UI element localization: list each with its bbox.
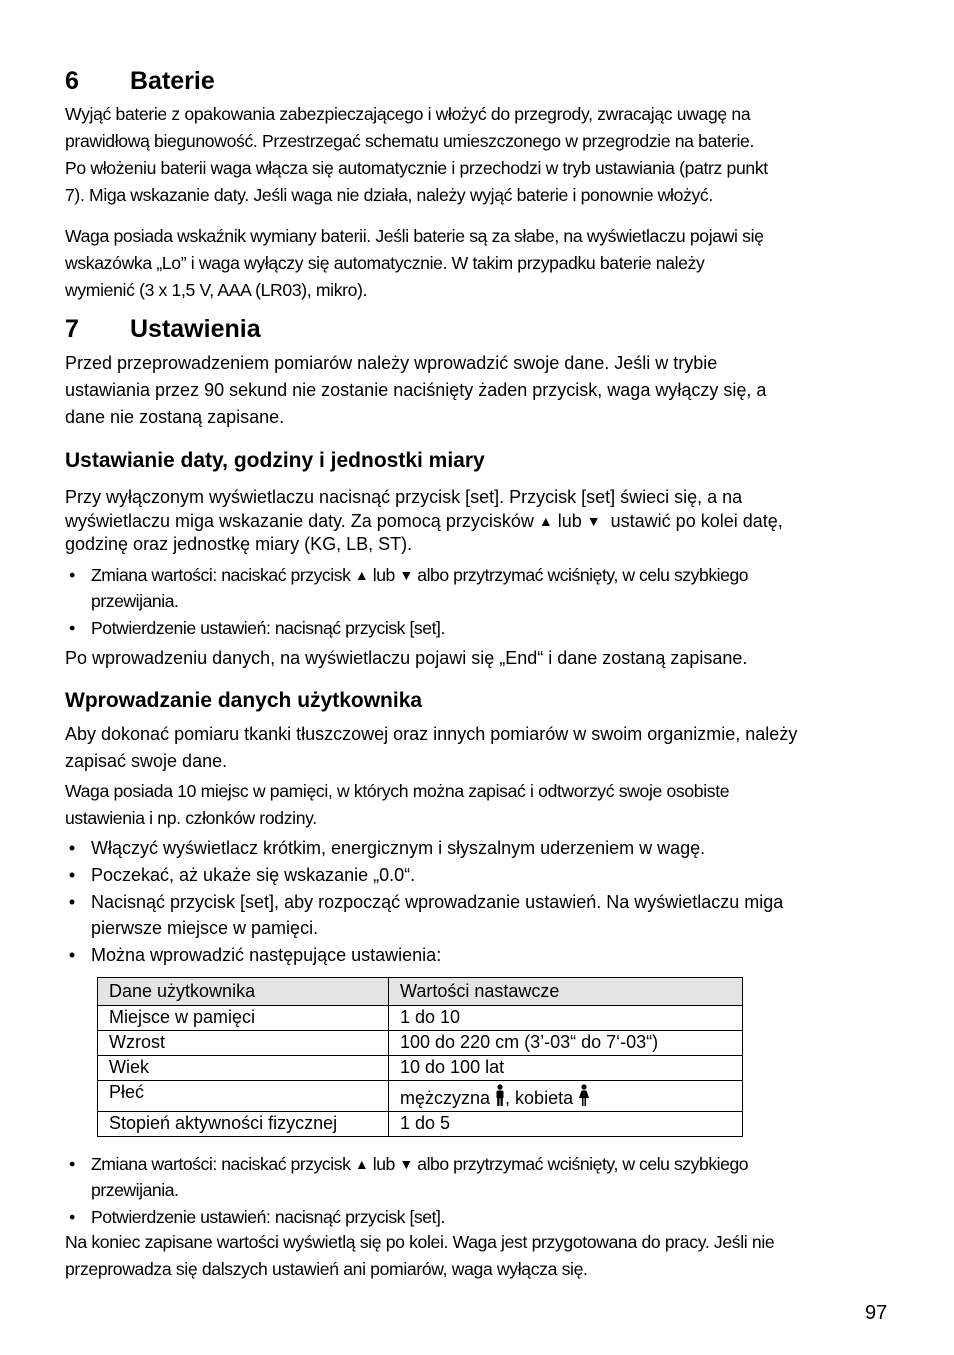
- text-line: wskazówka „Lo” i waga wyłączy się automatycznie. W takim przypadku baterie należy: [65, 253, 705, 273]
- date-settings-bullets: [65, 562, 890, 641]
- page-number: 97: [865, 1302, 888, 1324]
- text-line: prawidłową biegunowość. Przestrzegać schematu umieszczonego w przegrodzie na baterie.: [65, 131, 755, 151]
- table-cell: 1 do 10: [389, 1006, 743, 1031]
- section-title: Baterie: [130, 67, 215, 95]
- text-line: dane nie zostaną zapisane.: [65, 407, 285, 427]
- section-7-heading: [65, 314, 261, 344]
- table-cell: 1 do 5: [389, 1112, 743, 1137]
- user-data-bullets-after: [65, 1151, 890, 1230]
- down-arrow-icon: ▼: [586, 512, 601, 529]
- male-figure-icon: [495, 1084, 505, 1111]
- table-cell: [389, 1081, 743, 1112]
- table-cell: Wiek: [98, 1056, 389, 1081]
- text-span: ustawić po kolei datę,: [610, 510, 783, 531]
- batteries-paragraph-2: [65, 223, 890, 304]
- table-row: [98, 1031, 743, 1056]
- table-cell: Miejsce w pamięci: [98, 1006, 389, 1031]
- text-span: Można wprowadzić następujące ustawienia:: [91, 945, 442, 965]
- user-data-heading: Wprowadzanie danych użytkownika: [65, 689, 423, 712]
- female-figure-icon: [578, 1084, 590, 1111]
- bullet-icon: •: [68, 865, 76, 885]
- text-span: Potwierdzenie ustawień: nacisnąć przycisk [set].: [91, 1207, 445, 1227]
- list-item: [65, 562, 890, 614]
- closing-paragraph: [65, 1229, 890, 1283]
- bullet-icon: •: [69, 618, 75, 638]
- text-line: Przed przeprowadzeniem pomiarów należy wprowadzić swoje dane. Jeśli w trybie: [65, 353, 718, 373]
- list-item: [65, 835, 890, 861]
- text-line: Na koniec zapisane wartości wyświetlą się po kolei. Waga jest przygotowana do pracy. Jeśli nie: [65, 1232, 775, 1252]
- text-span: Potwierdzenie ustawień: nacisnąć przycisk [set].: [91, 618, 445, 638]
- text-line: wymienić (3 x 1,5 V, AAA (LR03), mikro).: [65, 280, 368, 300]
- text-line: Przy wyłączonym wyświetlaczu nacisnąć przycisk [set]. Przycisk [set] świeci się, a na: [65, 487, 743, 507]
- section-title: Ustawienia: [130, 315, 261, 343]
- text-line: [65, 510, 890, 534]
- bullet-icon: •: [68, 838, 76, 858]
- batteries-paragraph-1: [65, 101, 890, 209]
- text-span: lub: [372, 565, 395, 585]
- bullet-icon: •: [69, 1154, 75, 1174]
- section-6-heading: [65, 66, 215, 96]
- section-number: 6: [65, 67, 79, 95]
- table-cell: 100 do 220 cm (3’-03“ do 7‘-03“): [389, 1031, 743, 1056]
- list-item: [65, 862, 890, 888]
- text-span: Poczekać, aż ukaże się wskazanie „0.0“.: [91, 865, 416, 885]
- text-span: pierwsze miejsce w pamięci.: [91, 918, 319, 938]
- text-span: przewijania.: [91, 1180, 179, 1200]
- text-span: Nacisnąć przycisk [set], aby rozpocząć wprowadzanie ustawień. Na wyświetlaczu miga: [91, 892, 784, 912]
- text-span: , kobieta: [505, 1088, 574, 1108]
- list-item: [65, 615, 890, 641]
- table-header-cell: Dane użytkownika: [98, 978, 389, 1006]
- table-row: [98, 1081, 743, 1112]
- list-item: [65, 889, 890, 941]
- list-item: [65, 1151, 890, 1203]
- text-span: mężczyzna: [400, 1088, 491, 1108]
- text-line: Po włożeniu baterii waga włącza się automatycznie i przechodzi w tryb ustawiania (patrz punkt: [65, 158, 768, 178]
- up-arrow-icon: ▲: [354, 567, 369, 583]
- text-line: 7). Miga wskazanie daty. Jeśli waga nie działa, należy wyjąć baterie i ponownie włożyć.: [65, 185, 713, 205]
- text-line: Waga posiada wskaźnik wymiany baterii. Jeśli baterie są za słabe, na wyświetlaczu pojawi się: [65, 226, 764, 246]
- text-span: albo przytrzymać wciśnięty, w celu szybkiego: [417, 1154, 749, 1174]
- user-data-paragraph-1: [65, 721, 890, 775]
- date-settings-paragraph: [65, 486, 890, 557]
- table-row: [98, 1112, 743, 1137]
- text-span: Zmiana wartości: naciskać przycisk: [91, 565, 351, 585]
- up-arrow-icon: ▲: [354, 1156, 369, 1172]
- down-arrow-icon: ▼: [399, 567, 413, 583]
- table-cell: Wzrost: [98, 1031, 389, 1056]
- text-span: albo przytrzymać wciśnięty, w celu szybkiego: [417, 565, 749, 585]
- bullet-icon: •: [68, 945, 76, 965]
- up-arrow-icon: ▲: [538, 512, 553, 529]
- text-span: Włączyć wyświetlacz krótkim, energicznym i słyszalnym uderzeniem w wagę.: [91, 838, 706, 858]
- text-line: zapisać swoje dane.: [65, 751, 228, 771]
- text-line: ustawienia i np. członków rodziny.: [65, 808, 317, 828]
- user-data-bullets: [65, 835, 890, 968]
- table-cell: Płeć: [98, 1081, 389, 1112]
- text-span: wyświetlaczu miga wskazanie daty. Za pomocą przycisków: [65, 510, 534, 531]
- text-line: godzinę oraz jednostkę miary (KG, LB, ST).: [65, 534, 413, 554]
- bullet-icon: •: [68, 892, 76, 912]
- settings-intro-paragraph: [65, 350, 890, 431]
- text-span: lub: [372, 1154, 395, 1174]
- text-line: przeprowadza się dalszych ustawień ani pomiarów, waga wyłącza się.: [65, 1259, 588, 1279]
- table-cell: 10 do 100 lat: [389, 1056, 743, 1081]
- list-item: [65, 1204, 890, 1230]
- list-item: [65, 942, 890, 968]
- down-arrow-icon: ▼: [399, 1156, 413, 1172]
- text-line: Aby dokonać pomiaru tkanki tłuszczowej oraz innych pomiarów w swoim organizmie, należy: [65, 724, 798, 744]
- bullet-icon: •: [69, 565, 75, 585]
- table-cell: Stopień aktywności fizycznej: [98, 1112, 389, 1137]
- table-header-row: [98, 978, 743, 1006]
- date-settings-end-paragraph: Po wprowadzeniu danych, na wyświetlaczu pojawi się „End“ i dane zostaną zapisane.: [65, 648, 748, 668]
- text-span: lub: [557, 510, 582, 531]
- text-line: ustawiania przez 90 sekund nie zostanie naciśnięty żaden przycisk, waga wyłączy się, a: [65, 380, 767, 400]
- table-row: [98, 1006, 743, 1031]
- date-settings-heading: Ustawianie daty, godziny i jednostki miary: [65, 449, 485, 472]
- user-data-paragraph-2: [65, 778, 890, 832]
- text-span: przewijania.: [91, 591, 179, 611]
- table-row: [98, 1056, 743, 1081]
- text-span: Zmiana wartości: naciskać przycisk: [91, 1154, 351, 1174]
- text-line: Wyjąć baterie z opakowania zabezpieczającego i włożyć do przegrody, zwracając uwagę na: [65, 104, 751, 124]
- user-settings-table: [97, 977, 743, 1137]
- section-number: 7: [65, 315, 79, 343]
- text-line: Waga posiada 10 miejsc w pamięci, w których można zapisać i odtworzyć swoje osobiste: [65, 781, 730, 801]
- bullet-icon: •: [69, 1207, 75, 1227]
- table-header-cell: Wartości nastawcze: [389, 978, 743, 1006]
